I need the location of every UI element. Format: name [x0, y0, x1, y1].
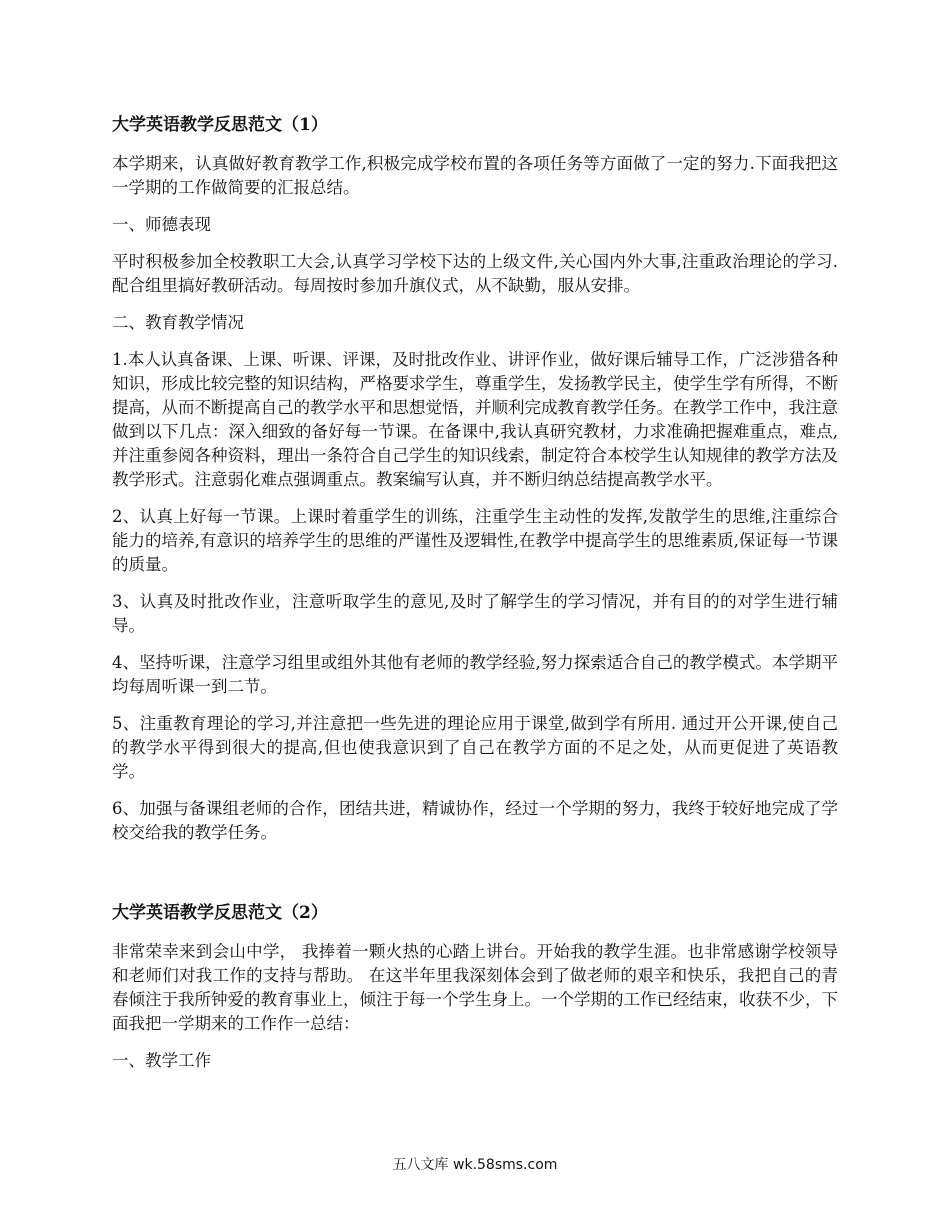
article-1-intro: 本学期来，认真做好教育教学工作,积极完成学校布置的各项任务等方面做了一定的努力.下面我把这一学期的工作做简要的汇报总结。	[112, 154, 838, 197]
article-2-intro: 非常荣幸来到会山中学， 我捧着一颗火热的心踏上讲台。开始我的教学生涯。也非常感谢学校领导和老师们对我工作的支持与帮助。 在这半年里我深刻体会到了做老师的艰辛和快乐，我把自己的青春倾注于我所钟爱的教育事业上，倾注于每一个学生身上。一个学期的工作已经结束，收获不少，下面我把一学期来的工作作一总结：	[112, 942, 838, 1033]
document-page	[112, 112, 838, 1086]
article-1-ethics-paragraph: 平时积极参加全校教职工大会,认真学习学校下达的上级文件,关心国内外大事,注重政治理论的学习.配合组里搞好教研活动。每周按时参加升旗仪式，从不缺勤，服从安排。	[112, 252, 838, 295]
article-1-item-2: 2、认真上好每一节课。上课时着重学生的训练，注重学生主动性的发挥,发散学生的思维,注重综合能力的培养,有意识的培养学生的思维的严谨性及逻辑性,在教学中提高学生的思维素质,保证每一节课的质量。	[112, 507, 838, 574]
article-1-item-1: 1.本人认真备课、上课、听课、评课，及时批改作业、讲评作业，做好课后辅导工作，广泛涉猎各种知识，形成比较完整的知识结构，严格要求学生，尊重学生，发扬教学民主，使学生学有所得，不断提高，从而不断提高自己的教学水平和思想觉悟，并顺利完成教育教学任务。在教学工作中，我注意做到以下几点：深入细致的备好每一节课。在备课中,我认真研究教材，力求准确把握难重点，难点,并注重参阅各种资料，理出一条符合自己学生的知识线索，制定符合本校学生认知规律的教学方法及教学形式。注意弱化难点强调重点。教案编写认真，并不断归纳总结提高教学水平。	[112, 350, 838, 489]
article-1	[112, 112, 838, 845]
article-2-title: 大学英语教学反思范文（2）	[112, 903, 328, 923]
article-1-item-3: 3、认真及时批改作业，注意听取学生的意见,及时了解学生的学习情况，并有目的的对学生进行辅导。	[112, 592, 838, 635]
article-1-title: 大学英语教学反思范文（1）	[112, 115, 328, 135]
article-2	[112, 900, 838, 1073]
article-2-heading-teaching-work: 一、教学工作	[112, 1051, 211, 1070]
section-spacer	[112, 858, 838, 900]
article-1-item-4: 4、坚持听课，注意学习组里或组外其他有老师的教学经验,努力探索适合自己的教学模式。本学期平均每周听课一到二节。	[112, 653, 838, 696]
article-1-heading-teaching: 二、教育教学情况	[112, 313, 244, 332]
page-footer: 五八文库 wk.58sms.com	[392, 1157, 558, 1173]
article-1-heading-ethics: 一、师德表现	[112, 215, 211, 234]
article-1-item-5: 5、注重教育理论的学习,并注意把一些先进的理论应用于课堂,做到学有所用. 通过开公开课,使自己的教学水平得到很大的提高,但也使我意识到了自己在教学方面的不足之处，从而更促进了英语教学。	[112, 714, 838, 781]
article-1-item-6: 6、加强与备课组老师的合作，团结共进，精诚协作，经过一个学期的努力，我终于较好地完成了学校交给我的教学任务。	[112, 799, 838, 842]
